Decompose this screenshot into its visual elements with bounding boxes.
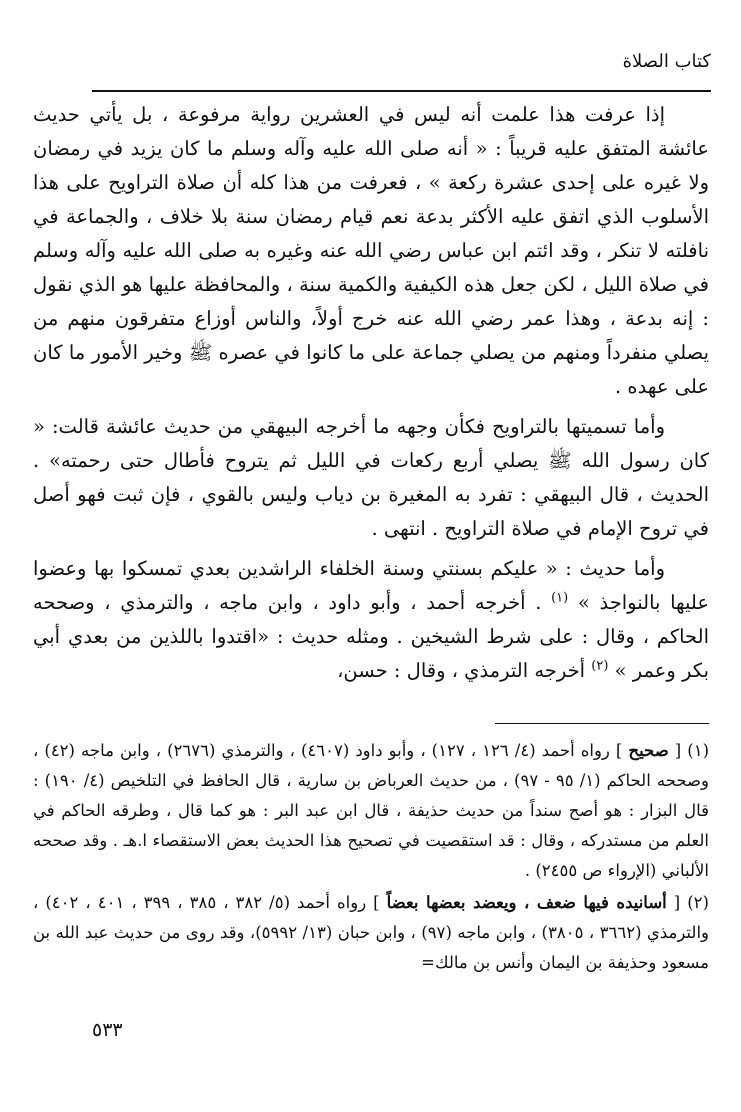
footnote-1-text: ] رواه أحمد (٤/ ١٢٦ ، ١٢٧) ، وأبو داود (٤٦٠٧) ، والترمذي (٢٦٧٦) ، وابن ماجه (٤٢) ، وصححه الحاكم (١/ ٩٥ - ٩٧) ، من حديث العرباض بن سارية ، قال الحافظ في التلخيص (٤/ ١٩٠) : قال البزار : هو أصح سنداً من حديث حذيفة ، قال ابن عبد البر : هو كما قال ، وطرقه الحاكم في العلم من مستدركه ، وقال : قد استقصيت في تصحيح هذا الحديث بعض الاستقصاء ا.هـ . وقد صححه الألباني (الإرواء ص ٢٤٥٥) .: [33, 741, 709, 880]
footnote-1-grade: صحيح: [628, 741, 669, 760]
paragraph-1: إذا عرفت هذا علمت أنه ليس في العشرين رواية مرفوعة ، بل يأتي حديث عائشة المتفق عليه قريباً : « أنه صلى الله عليه وآله وسلم ما كان يزيد في رمضان ولا غيره على إحدى عشرة ركعة » ، فعرفت من هذا كله أن صلاة التراويح على هذا الأسلوب الذي اتفق عليه الأكثر بدعة نعم قيام رمضان سنة بلا خلاف ، والجماعة في نافلته لا تنكر ، وقد ائتم ابن عباس رضي الله عنه وغيره به صلى الله عليه وآله وسلم في صلاة الليل ، لكن جعل هذه الكيفية والكمية سنة ، والمحافظة عليها هو الذي نقول : إنه بدعة ، وهذا عمر رضي الله عنه خرج أولاً، والناس أوزاع متفرقون منهم من يصلي منفرداً ومنهم من يصلي جماعة على ما كانوا في عصره ﷺ وخير الأمور ما كان على عهده .: [33, 103, 709, 398]
footnote-2: [33, 888, 709, 978]
paragraph-3-part-c: أخرجه الترمذي ، وقال : حسن،: [337, 659, 586, 682]
header-rule: [92, 90, 711, 92]
footnote-2-grade: أسانيده فيها ضعف ، ويعضد بعضها بعضاً: [386, 893, 667, 912]
footnote-1-number: (١) [: [674, 741, 709, 760]
footnote-ref-2: (٢): [591, 658, 609, 674]
footnotes: [33, 736, 709, 980]
paragraph-2: وأما تسميتها بالتراويح فكأن وجهه ما أخرجه البيهقي من حديث عائشة قالت: « كان رسول الله ﷺ يصلي أربع ركعات في الليل ثم يتروح فأطال حتى رحمته» . الحديث ، قال البيهقي : تفرد به المغيرة بن دياب وليس بالقوي ، فإن ثبت فهو أصل في تروح الإمام في صلاة التراويح . انتهى .: [33, 415, 709, 540]
footnote-separator: [495, 723, 709, 724]
footnote-2-number: (٢) [: [673, 893, 709, 912]
running-header: كتاب الصلاة: [622, 51, 711, 72]
main-text: [33, 98, 709, 694]
paragraph-3-part-a: وأما حديث : « عليكم بسنتي وسنة الخلفاء الراشدين بعدي تمسكوا بها وعضوا عليها بالنواجذ »: [33, 557, 709, 614]
paragraph-3: [33, 552, 709, 688]
page-number: ٥٣٣: [92, 1019, 123, 1041]
footnote-ref-1: (١): [551, 590, 569, 606]
footnote-1: [33, 736, 709, 886]
paragraph-3-part-b: . أخرجه أحمد ، وأبو داود ، وابن ماجه ، والترمذي ، وصححه الحاكم ، وقال : على شرط الشيخين . ومثله حديث : «اقتدوا باللذين من بعدي أبي بكر وعمر »: [33, 591, 709, 682]
footnote-2-text: ] رواه أحمد (٥/ ٣٨٢ ، ٣٨٥ ، ٣٩٩ ، ٤٠١ ، ٤٠٢) ، والترمذي (٣٦٦٢ ، ٣٨٠٥) ، وابن ماجه (٩٧) ، وابن حبان (١٣/ ٥٩٩٢)، وقد روى من حديث عبد الله بن مسعود وحذيفة بن اليمان وأنس بن مالك=: [33, 893, 709, 972]
